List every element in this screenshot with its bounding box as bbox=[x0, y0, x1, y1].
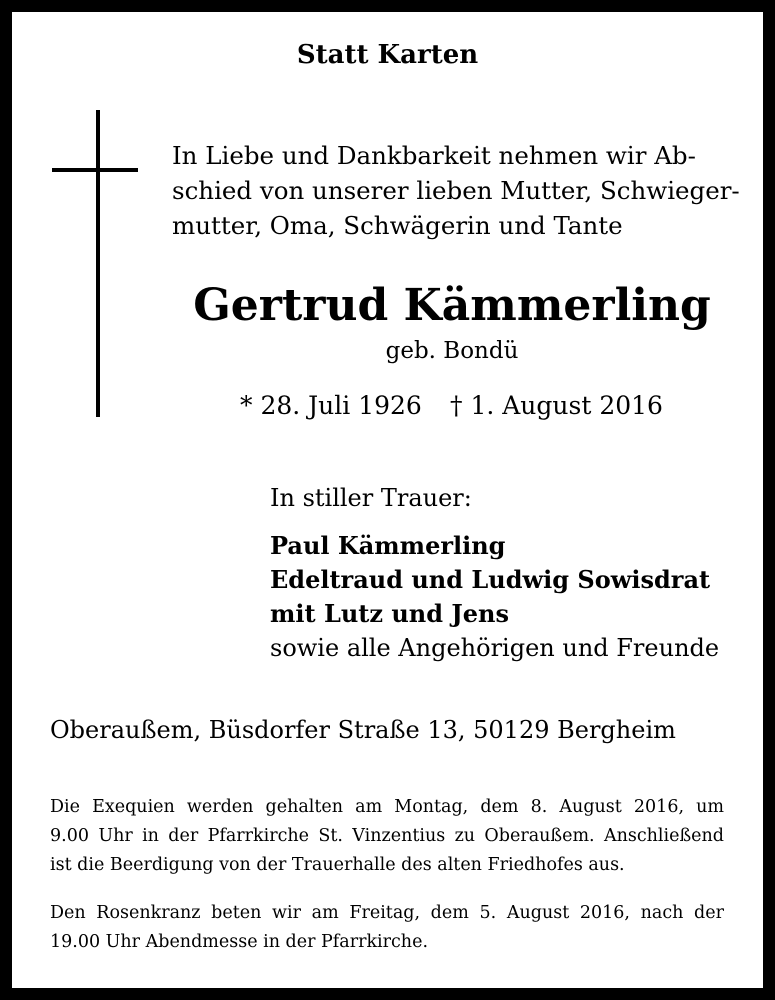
intro-line: schied von unserer lieben Mutter, Schwieger- bbox=[172, 176, 740, 205]
maiden-name: geb. Bondü bbox=[385, 338, 519, 364]
funeral-notice bbox=[50, 793, 724, 880]
mourning-intro: In stiller Trauer: bbox=[270, 484, 472, 512]
notice-line: ist die Beerdigung von der Trauerhalle des alten Friedhofes aus. bbox=[50, 855, 625, 875]
notice-line: 19.00 Uhr Abendmesse in der Pfarrkirche. bbox=[50, 932, 429, 952]
cross-icon-horizontal bbox=[52, 168, 138, 172]
mourners-others: sowie alle Angehörigen und Freunde bbox=[270, 634, 720, 662]
notice-line: 9.00 Uhr in der Pfarrkirche St. Vinzentius zu Oberaußem. Anschließend bbox=[50, 826, 724, 846]
notice-line: Die Exequien werden gehalten am Montag, dem 8. August 2016, um bbox=[50, 797, 724, 817]
mourner-name: mit Lutz und Jens bbox=[270, 599, 509, 628]
notice-line: Den Rosenkranz beten wir am Freitag, dem 5. August 2016, nach der bbox=[50, 903, 724, 923]
mourners-list bbox=[270, 529, 719, 665]
cross-icon-vertical bbox=[96, 110, 100, 417]
intro-line: mutter, Oma, Schwägerin und Tante bbox=[172, 211, 623, 240]
rosary-notice bbox=[50, 899, 724, 957]
birth-date: * 28. Juli 1926 bbox=[240, 391, 422, 420]
address: Oberaußem, Büsdorfer Straße 13, 50129 Bergheim bbox=[50, 716, 676, 744]
death-date: † 1. August 2016 bbox=[450, 391, 663, 420]
deceased-name: Gertrud Kämmerling bbox=[193, 280, 711, 331]
header-title: Statt Karten bbox=[296, 40, 479, 70]
mourner-name: Edeltraud und Ludwig Sowisdrat bbox=[270, 565, 711, 594]
intro-text bbox=[172, 138, 740, 243]
mourner-name: Paul Kämmerling bbox=[270, 531, 506, 560]
intro-line: In Liebe und Dankbarkeit nehmen wir Ab- bbox=[172, 141, 696, 170]
